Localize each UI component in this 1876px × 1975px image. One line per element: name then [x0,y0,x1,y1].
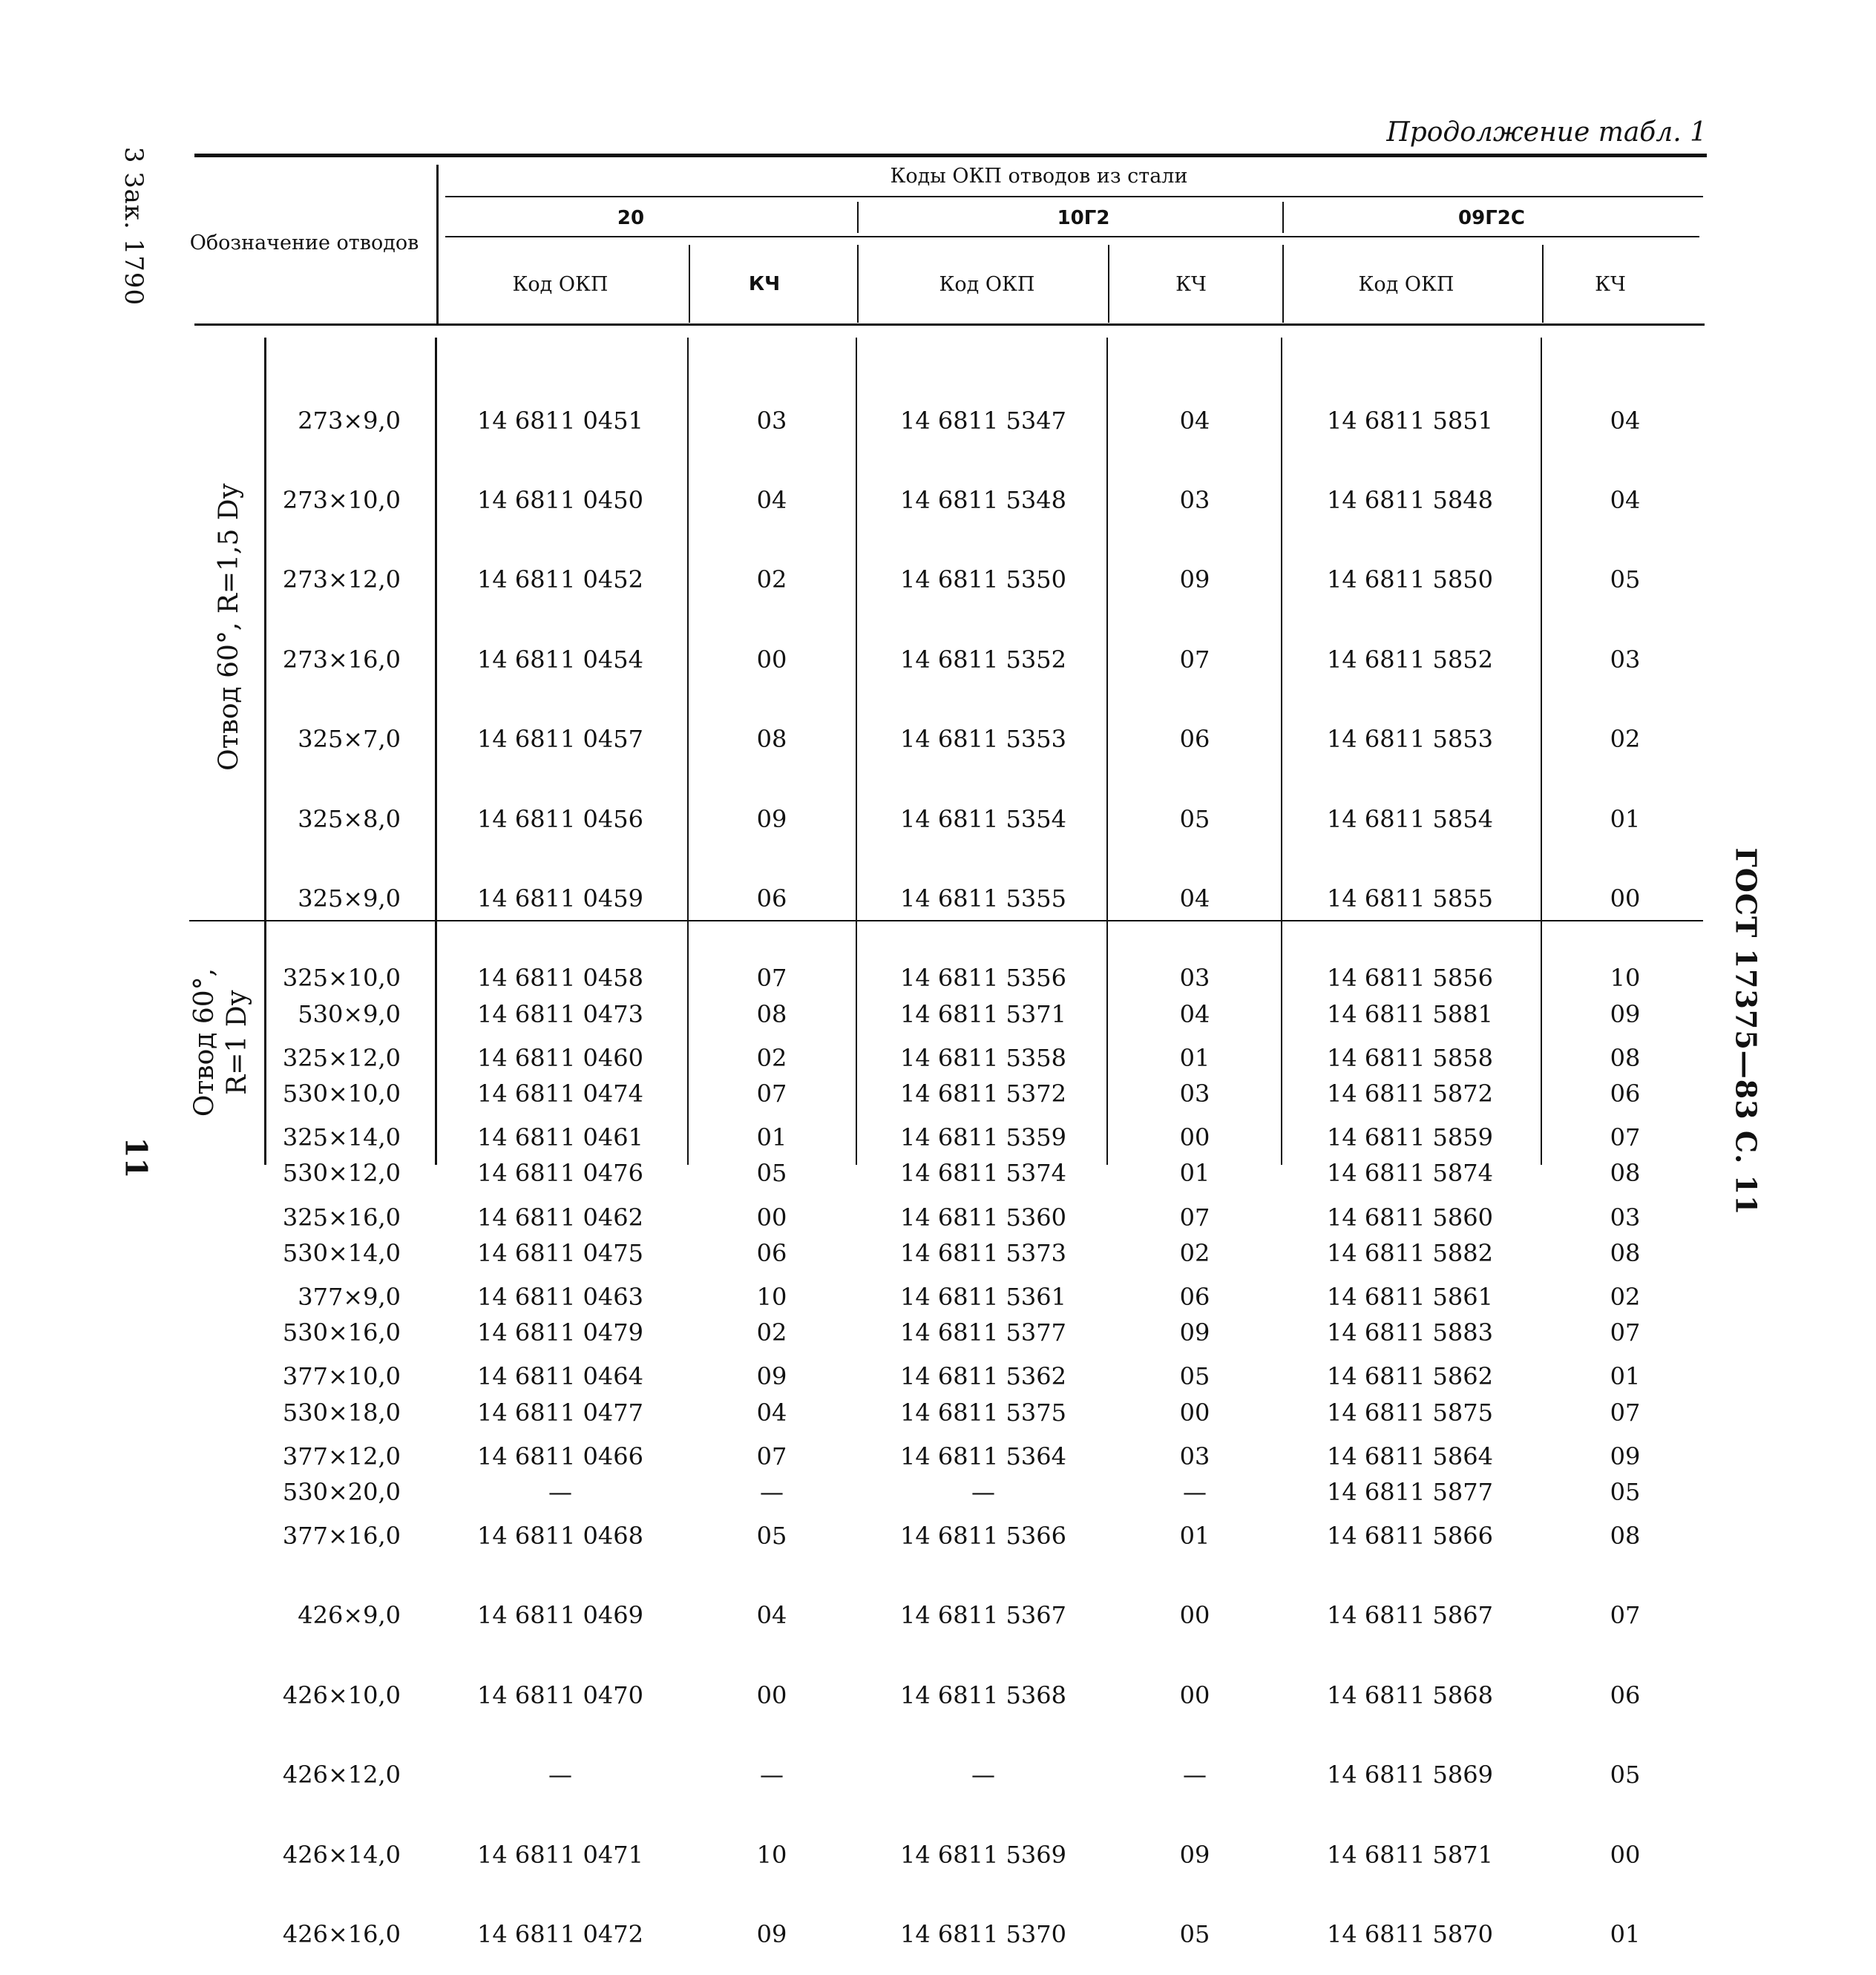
table-cell: 14 6811 0479 [477,1318,643,1347]
steel-divider-1 [857,202,859,233]
table-cell: 14 6811 0470 [477,1680,643,1709]
table-cell: 325×7,0 [298,725,401,754]
header-col-divider-2 [857,245,859,323]
group-2-designations [267,948,401,1533]
table-cell: 01 [1610,804,1641,833]
order-note: 3 Зак. 1790 [119,146,149,306]
table-cell: 04 [1179,406,1210,435]
table-cell: 00 [1179,1123,1210,1152]
table-continuation-title: Продолжение табл. 1 [1386,117,1707,148]
table-cell: 14 6811 5858 [1327,1043,1493,1072]
table-cell: 14 6811 5872 [1327,1079,1493,1108]
table-cell: 01 [1610,1920,1641,1949]
table-cell: — [760,1761,784,1790]
table-cell: 04 [756,485,787,514]
header-col-divider-1 [689,245,690,323]
table-cell: 325×16,0 [282,1203,401,1232]
table-cell: 14 6811 0474 [477,1079,643,1108]
table-cell: 426×16,0 [282,1920,401,1949]
table-cell: 09 [756,804,787,833]
code-okp-header-1: Код ОКП [512,273,609,296]
table-cell: 14 6811 5356 [900,964,1066,993]
okp-codes-header: Коды ОКП отводов из стали [890,165,1188,188]
table-cell: 05 [1610,565,1641,594]
table-cell: — [1183,1761,1207,1790]
table-cell: 14 6811 0463 [477,1282,643,1311]
table-cell: 01 [1179,1522,1210,1551]
table-cell: 14 6811 0461 [477,1123,643,1152]
table-cell: 14 6811 5881 [1327,999,1493,1028]
table-cell: 05 [1179,1920,1210,1949]
designation-header: Обозначение отводов [189,231,419,254]
table-cell: 04 [756,1601,787,1630]
table-cell: 00 [756,1680,787,1709]
table-cell: 06 [1179,725,1210,754]
table-cell: 14 6811 5859 [1327,1123,1493,1152]
table-cell: 14 6811 5370 [900,1920,1066,1949]
body-divider-1 [687,338,689,1165]
table-cell: — [548,1761,572,1790]
table-cell: 14 6811 5866 [1327,1522,1493,1551]
table-cell: 00 [1610,884,1641,913]
table-cell: 14 6811 5362 [900,1362,1066,1391]
table-cell: 14 6811 5870 [1327,1920,1493,1949]
table-cell: 05 [1179,1362,1210,1391]
table-cell: 14 6811 0451 [477,406,643,435]
table-cell: 09 [756,1920,787,1949]
table-cell: 14 6811 5347 [900,406,1066,435]
table-cell: 02 [756,1043,787,1072]
table-cell: 14 6811 5372 [900,1079,1066,1108]
table-cell: 14 6811 5352 [900,645,1066,674]
code-okp-header-3: Код ОКП [1358,273,1454,296]
table-cell: 08 [1610,1522,1641,1551]
table-cell: 09 [1179,1318,1210,1347]
group-label-2 [178,927,264,1157]
table-cell: 14 6811 0452 [477,565,643,594]
table-cell: 14 6811 5374 [900,1159,1066,1188]
table-cell: 07 [1610,1123,1641,1152]
table-cell: 14 6811 5371 [900,999,1066,1028]
steel-10g2-header: 10Г2 [1057,207,1110,229]
table-cell: 03 [756,406,787,435]
label-divider [264,338,266,1165]
table-cell: 07 [1610,1318,1641,1347]
table-cell: 325×9,0 [298,884,401,913]
table-cell: 08 [1610,1238,1641,1267]
table-cell: 14 6811 5850 [1327,565,1493,594]
table-cell: 377×12,0 [282,1442,401,1470]
table-cell: 14 6811 5368 [900,1680,1066,1709]
table-cell: 14 6811 5373 [900,1238,1066,1267]
table-cell: 07 [756,1442,787,1470]
table-cell: 08 [756,725,787,754]
standard-reference: ГОСТ 17375—83 С. 11 [1729,847,1763,1215]
table-cell: 14 6811 5354 [900,804,1066,833]
table-cell: 14 6811 0459 [477,884,643,913]
table-cell: 14 6811 5848 [1327,485,1493,514]
table-cell: 14 6811 0476 [477,1159,643,1188]
table-cell: 04 [1179,999,1210,1028]
table-cell: 01 [1179,1043,1210,1072]
table-cell: 14 6811 5869 [1327,1761,1493,1790]
table-cell: 14 6811 5852 [1327,645,1493,674]
steel-09g2s-header: 09Г2С [1458,207,1525,229]
table-cell: 14 6811 5377 [900,1318,1066,1347]
table-cell: 14 6811 5358 [900,1043,1066,1072]
table-cell: 14 6811 0456 [477,804,643,833]
steel-rule [445,236,1699,237]
table-cell: 273×16,0 [282,645,401,674]
table-cell: 09 [1610,1442,1641,1470]
table-cell: 14 6811 5883 [1327,1318,1493,1347]
table-cell: 325×14,0 [282,1123,401,1152]
table-cell: 14 6811 5862 [1327,1362,1493,1391]
table-cell: — [760,1477,784,1506]
table-cell: 05 [756,1159,787,1188]
table-cell: 14 6811 0450 [477,485,643,514]
table-cell: 530×10,0 [282,1079,401,1108]
table-cell: 14 6811 5364 [900,1442,1066,1470]
table-cell: 530×9,0 [298,999,401,1028]
table-cell: 14 6811 0457 [477,725,643,754]
table-cell: 14 6811 5860 [1327,1203,1493,1232]
table-cell: 14 6811 0466 [477,1442,643,1470]
table-cell: 14 6811 5874 [1327,1159,1493,1188]
table-cell: 14 6811 0458 [477,964,643,993]
table-cell: 09 [1179,565,1210,594]
group-2-title-line1: Отвод 60°, [189,967,220,1117]
table-cell: 273×12,0 [282,565,401,594]
table-cell: 03 [1610,645,1641,674]
table-cell: 14 6811 5861 [1327,1282,1493,1311]
table-cell: 14 6811 5867 [1327,1601,1493,1630]
table-cell: 14 6811 0454 [477,645,643,674]
table-cell: 14 6811 0472 [477,1920,643,1949]
table-cell: 325×10,0 [282,964,401,993]
table-cell: 06 [756,884,787,913]
table-cell: 14 6811 5360 [900,1203,1066,1232]
table-cell: 14 6811 0471 [477,1840,643,1869]
table-cell: 02 [1610,725,1641,754]
table-cell: 07 [756,1079,787,1108]
table-cell: 14 6811 0468 [477,1522,643,1551]
group-2-kch-10g2 [1135,948,1254,1533]
table-cell: 02 [756,1318,787,1347]
table-cell: 05 [1610,1761,1641,1790]
table-cell: 14 6811 5864 [1327,1442,1493,1470]
body-divider-5 [1541,338,1542,1165]
okp-rule [445,196,1703,197]
table-cell: 07 [1610,1601,1641,1630]
table-cell: 14 6811 5348 [900,485,1066,514]
group-2-kch-20 [712,948,831,1533]
page-number: 11 [118,1137,154,1178]
table-cell: 14 6811 5856 [1327,964,1493,993]
group-1-title: Отвод 60°, R=1,5 Dу [214,483,244,771]
table-cell: 14 6811 5350 [900,565,1066,594]
table-cell: 09 [756,1362,787,1391]
table-cell: 05 [756,1522,787,1551]
table-cell: 14 6811 5375 [900,1398,1066,1427]
group-2-kch-09g2s [1566,948,1685,1533]
table-cell: 14 6811 5855 [1327,884,1493,913]
table-cell: 07 [1179,1203,1210,1232]
table-cell: 06 [1610,1680,1641,1709]
body-divider-2 [856,338,857,1165]
header-bottom-rule [194,323,1705,326]
body-divider-0 [435,338,437,1165]
table-cell: 14 6811 0475 [477,1238,643,1267]
table-cell: 00 [756,1203,787,1232]
table-cell: 01 [1179,1159,1210,1188]
table-cell: 04 [1610,485,1641,514]
table-cell: 14 6811 5854 [1327,804,1493,833]
body-divider-3 [1106,338,1108,1165]
table-cell: 426×10,0 [282,1680,401,1709]
table-cell: 10 [756,1840,787,1869]
table-cell: 04 [1179,884,1210,913]
table-cell: 07 [756,964,787,993]
table-cell: 14 6811 0460 [477,1043,643,1072]
table-cell: 01 [756,1123,787,1152]
table-cell: 05 [1179,804,1210,833]
table-cell: 14 6811 5877 [1327,1477,1493,1506]
header-col-divider-5 [1542,245,1544,323]
table-cell: 14 6811 0462 [477,1203,643,1232]
group-2-code-09g2s [1295,948,1525,1533]
table-cell: 14 6811 5871 [1327,1840,1493,1869]
table-cell: — [971,1477,995,1506]
table-cell: 06 [1610,1079,1641,1108]
table-cell: 09 [1610,999,1641,1028]
table-cell: 325×8,0 [298,804,401,833]
top-rule [194,154,1707,157]
steel-divider-2 [1282,202,1284,233]
kch-header-3: КЧ [1595,273,1626,296]
table-cell: 10 [756,1282,787,1311]
group-2-title-line2: R=1 Dу [222,990,253,1095]
table-cell: 14 6811 5851 [1327,406,1493,435]
table-cell: 14 6811 0473 [477,999,643,1028]
left-margin-note [111,119,156,334]
table-cell: 14 6811 5366 [900,1522,1066,1551]
table-cell: 426×14,0 [282,1840,401,1869]
table-cell: 00 [1179,1398,1210,1427]
group-2-code-20 [445,948,675,1533]
table-cell: 273×10,0 [282,485,401,514]
header-divider [436,165,439,324]
table-cell: 530×12,0 [282,1159,401,1188]
table-cell: 377×9,0 [298,1282,401,1311]
table-cell: 02 [756,565,787,594]
table-cell: 00 [1610,1840,1641,1869]
table-cell: 530×20,0 [282,1477,401,1506]
table-cell: 01 [1610,1362,1641,1391]
table-cell: 14 6811 5367 [900,1601,1066,1630]
table-cell: 530×16,0 [282,1318,401,1347]
table-cell: 14 6811 0464 [477,1362,643,1391]
table-cell: 14 6811 5882 [1327,1238,1493,1267]
kch-header-1: КЧ [748,273,781,295]
table-cell: 325×12,0 [282,1043,401,1072]
table-cell: 04 [1610,406,1641,435]
group-2-code-10g2 [872,948,1095,1533]
table-cell: 09 [1179,1840,1210,1869]
header-col-divider-3 [1108,245,1109,323]
table-cell: 07 [1179,645,1210,674]
table-cell: 530×18,0 [282,1398,401,1427]
table-cell: 00 [756,645,787,674]
table-cell: — [1183,1477,1207,1506]
table-cell: 14 6811 5853 [1327,725,1493,754]
table-cell: 14 6811 5868 [1327,1680,1493,1709]
code-okp-header-2: Код ОКП [939,273,1035,296]
table-cell: 14 6811 5875 [1327,1398,1493,1427]
table-cell: 03 [1179,1079,1210,1108]
table-cell: 02 [1179,1238,1210,1267]
table-cell: 08 [1610,1043,1641,1072]
table-cell: 14 6811 5353 [900,725,1066,754]
table-cell: 06 [756,1238,787,1267]
right-margin-note [1720,847,1772,1215]
table-cell: 05 [1610,1477,1641,1506]
table-cell: — [548,1477,572,1506]
table-cell: 14 6811 0477 [477,1398,643,1427]
table-cell: — [971,1761,995,1790]
body-divider-4 [1281,338,1282,1165]
table-cell: 00 [1179,1680,1210,1709]
header-col-divider-4 [1282,245,1284,323]
table-cell: 273×9,0 [298,406,401,435]
table-cell: 426×12,0 [282,1761,401,1790]
table-cell: 377×16,0 [282,1522,401,1551]
table-cell: 07 [1610,1398,1641,1427]
table-cell: 14 6811 5369 [900,1840,1066,1869]
table-cell: 02 [1610,1282,1641,1311]
group-label-1 [194,341,264,913]
table-cell: 530×14,0 [282,1238,401,1267]
table-cell: 03 [1610,1203,1641,1232]
table-cell: 08 [1610,1159,1641,1188]
group-2-title [188,968,254,1117]
table-cell: 08 [756,999,787,1028]
table-cell: 10 [1610,964,1641,993]
table-cell: 14 6811 5361 [900,1282,1066,1311]
table-cell: 377×10,0 [282,1362,401,1391]
table-cell: 03 [1179,485,1210,514]
table-cell: 14 6811 0469 [477,1601,643,1630]
page-number-left [117,1128,154,1187]
table-cell: 14 6811 5359 [900,1123,1066,1152]
table-cell: 04 [756,1398,787,1427]
kch-header-2: КЧ [1175,273,1207,296]
table-cell: 426×9,0 [298,1601,401,1630]
table-cell: 00 [1179,1601,1210,1630]
table-cell: 03 [1179,964,1210,993]
table-cell: 14 6811 5355 [900,884,1066,913]
steel-20-header: 20 [617,207,645,229]
table-cell: 06 [1179,1282,1210,1311]
table-cell: 03 [1179,1442,1210,1470]
